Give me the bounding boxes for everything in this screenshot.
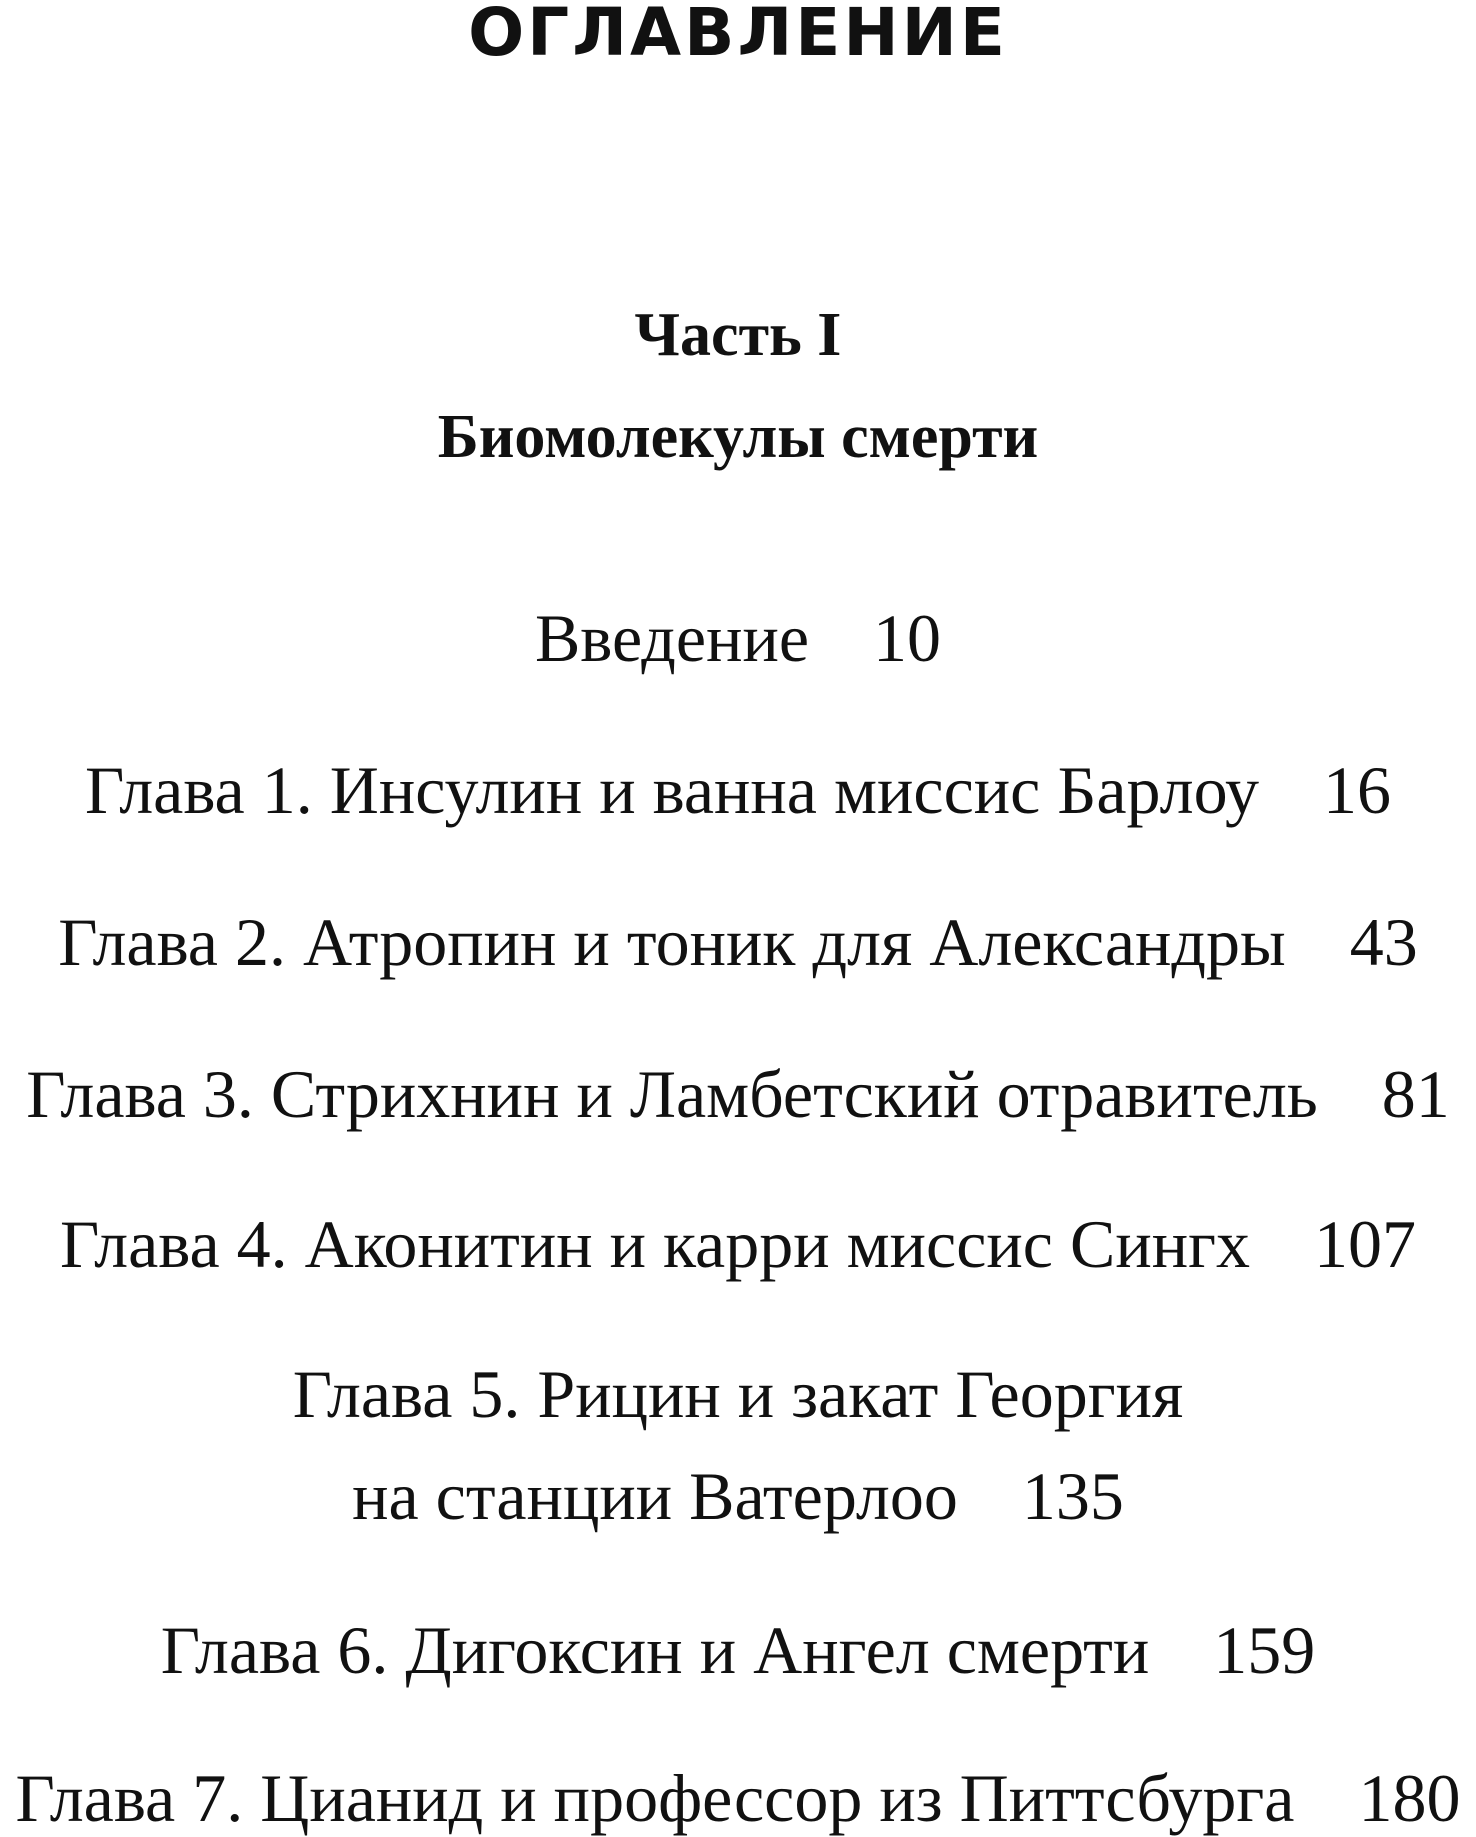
toc-entry-title: Глава 1. Инсулин и ванна миссис Барлоу — [85, 752, 1259, 828]
toc-entry-chapter-5[interactable] — [0, 1356, 1476, 1432]
toc-entry-title-continued: на станции Ватерлоо — [352, 1458, 958, 1534]
toc-entry-chapter-3[interactable] — [0, 1056, 1476, 1132]
toc-entry-chapter-1[interactable] — [0, 752, 1476, 828]
toc-entry-title: Глава 5. Рицин и закат Георгия — [292, 1356, 1184, 1432]
toc-entry-introduction[interactable] — [0, 600, 1476, 676]
part-title: Биомолекулы смерти — [437, 403, 1039, 471]
toc-entry-page: 180 — [1358, 1760, 1461, 1836]
toc-entry-page: 16 — [1323, 752, 1391, 828]
toc-entry-page: 135 — [1021, 1458, 1124, 1534]
toc-entry-chapter-4[interactable] — [0, 1206, 1476, 1282]
toc-entry-title: Глава 3. Стрихнин и Ламбетский отравитель — [26, 1056, 1318, 1132]
page-title: ОГЛАВЛЕНИЕ — [468, 0, 1008, 71]
toc-entry-chapter-5-continued[interactable] — [0, 1458, 1476, 1534]
toc-entry-page: 43 — [1349, 904, 1418, 980]
part-label: Часть I — [634, 301, 842, 369]
toc-entry-page: 10 — [873, 600, 942, 676]
toc-entry-title: Глава 6. Дигоксин и Ангел смерти — [160, 1612, 1150, 1688]
toc-entry-chapter-2[interactable] — [0, 904, 1476, 980]
toc-entry-page: 159 — [1213, 1612, 1316, 1688]
toc-entry-title: Глава 4. Аконитин и карри миссис Сингх — [59, 1206, 1251, 1282]
toc-entry-title: Глава 2. Атропин и тоник для Александры — [58, 904, 1286, 980]
toc-entry-chapter-7[interactable] — [0, 1760, 1476, 1836]
toc-entry-page: 81 — [1381, 1056, 1450, 1132]
toc-entry-chapter-6[interactable] — [0, 1612, 1476, 1688]
toc-entry-title: Глава 7. Цианид и профессор из Питтсбурга — [15, 1760, 1295, 1836]
toc-entry-page: 107 — [1314, 1206, 1417, 1282]
toc-entry-title: Введение — [534, 600, 810, 676]
